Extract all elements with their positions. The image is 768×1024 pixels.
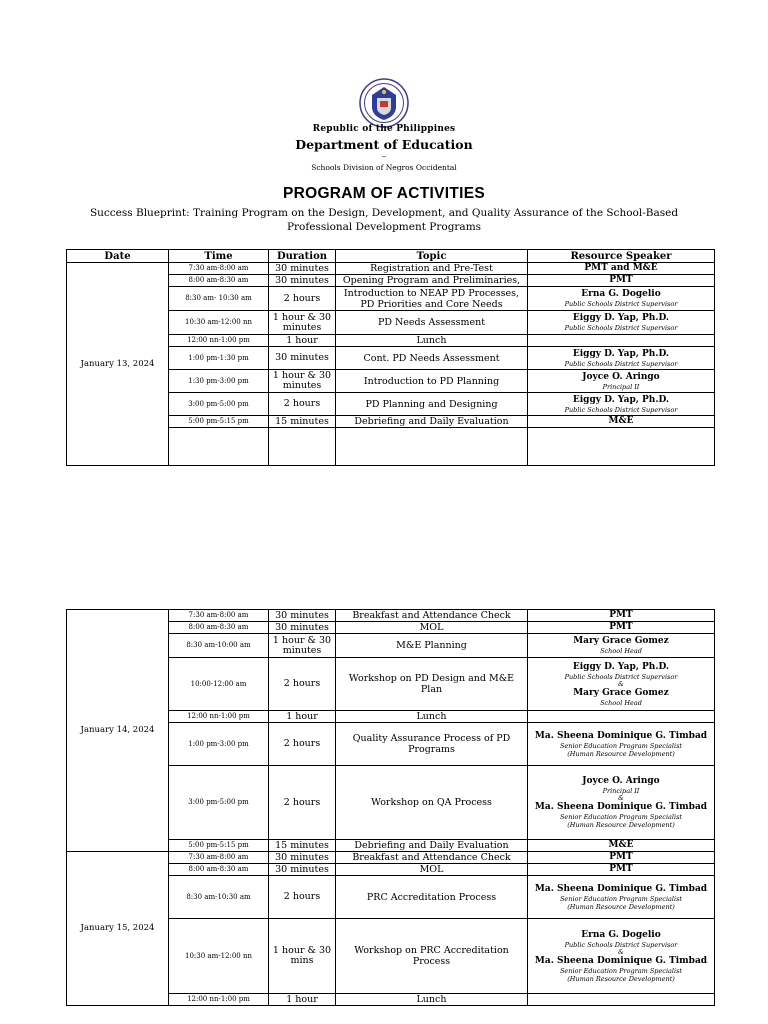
speaker-role: School Head <box>600 647 642 655</box>
duration-cell: 2 hours <box>269 876 336 919</box>
time-cell: 8:00 am-8:30 am <box>169 622 269 634</box>
empty-cell <box>269 428 336 466</box>
col-header-duration: Duration <box>269 250 336 263</box>
duration-cell: 15 minutes <box>269 840 336 852</box>
speaker-cell <box>528 347 715 370</box>
speaker-role: Senior Education Program Specialist <box>559 813 683 821</box>
topic-cell: Breakfast and Attendance Check <box>336 610 528 622</box>
time-cell: 8:30 am-10:30 am <box>169 876 269 919</box>
time-cell: 10:30 am-12:00 nn <box>169 311 269 335</box>
speaker-cell <box>528 876 715 919</box>
speaker-name: Ma. Sheena Dominique G. Timbad <box>534 955 708 966</box>
duration-cell: 1 hour & 30 minutes <box>269 370 336 393</box>
header-dash: – <box>382 152 386 161</box>
topic-cell: MOL <box>336 622 528 634</box>
speaker-name: Eiggy D. Yap, Ph.D. <box>572 313 670 323</box>
col-header-speaker: Resource Speaker <box>528 250 715 263</box>
duration-cell: 30 minutes <box>269 864 336 876</box>
speaker-name: Mary Grace Gomez <box>573 687 669 698</box>
duration-cell: 2 hours <box>269 723 336 766</box>
speaker-name: Joyce O. Aringo <box>582 371 660 382</box>
speaker-name: Eiggy D. Yap, Ph.D. <box>572 348 670 359</box>
speaker-cell <box>528 919 715 994</box>
speaker-role: (Human Resource Development) <box>567 821 675 829</box>
speaker-cell <box>528 335 715 347</box>
duration-cell: 1 hour <box>269 994 336 1006</box>
duration-cell: 30 minutes <box>269 263 336 275</box>
time-cell: 8:00 am-8:30 am <box>169 275 269 287</box>
duration-cell: 2 hours <box>269 658 336 711</box>
topic-cell: Cont. PD Needs Assessment <box>336 347 528 370</box>
table-row <box>67 263 715 275</box>
speaker-cell <box>528 610 715 622</box>
speaker-role: (Human Resource Development) <box>567 749 675 758</box>
duration-cell: 2 hours <box>269 766 336 840</box>
time-cell: 12:00 nn-1:00 pm <box>169 335 269 347</box>
topic-cell: Workshop on PRC Accreditation Process <box>336 919 528 994</box>
speaker-name: PMT <box>609 864 633 874</box>
speaker-name: PMT and M&E <box>584 263 658 273</box>
duration-cell: 1 hour <box>269 335 336 347</box>
speaker-role: Senior Education Program Specialist <box>559 894 683 903</box>
duration-cell: 30 minutes <box>269 852 336 864</box>
speaker-name: Mary Grace Gomez <box>573 636 669 646</box>
speaker-role: Senior Education Program Specialist <box>559 966 683 975</box>
topic-cell: Lunch <box>336 711 528 723</box>
duration-cell: 2 hours <box>269 287 336 311</box>
page-subtitle: Success Blueprint: Training Program on the Design, Development, and Quality Assurance of the School-Based Professional Development Programs <box>89 207 679 233</box>
time-cell: 1:00 pm-3:00 pm <box>169 723 269 766</box>
duration-cell: 1 hour & 30 minutes <box>269 311 336 335</box>
speaker-cell <box>528 658 715 711</box>
date-cell: January 13, 2024 <box>67 263 169 466</box>
speaker-role: Public Schools District Supervisor <box>564 324 678 332</box>
speaker-role: (Human Resource Development) <box>567 902 675 911</box>
topic-cell: Workshop on QA Process <box>336 766 528 840</box>
topic-cell: M&E Planning <box>336 634 528 658</box>
speaker-role: Public Schools District Supervisor <box>564 300 678 308</box>
col-header-topic: Topic <box>336 250 528 263</box>
speaker-role: Principal II <box>602 382 640 391</box>
speaker-role: School Head <box>600 698 642 707</box>
speaker-name: Eiggy D. Yap, Ph.D. <box>572 394 670 405</box>
empty-cell <box>528 428 715 466</box>
table-header-row <box>67 250 715 263</box>
speaker-cell <box>528 275 715 287</box>
speaker-cell <box>528 416 715 428</box>
speaker-role: Senior Education Program Specialist <box>559 741 683 750</box>
speaker-cell <box>528 994 715 1006</box>
speaker-cell <box>528 840 715 852</box>
deped-seal-logo <box>359 78 409 128</box>
topic-cell: Introduction to PD Planning <box>336 370 528 393</box>
department-text: Department of Education <box>295 137 473 152</box>
speaker-cell <box>528 263 715 275</box>
speaker-cell <box>528 622 715 634</box>
time-cell: 7:30 am-8:00 am <box>169 610 269 622</box>
schedule-table-day1 <box>66 249 715 466</box>
speaker-name: Joyce O. Aringo <box>582 776 660 786</box>
topic-cell: Registration and Pre-Test <box>336 263 528 275</box>
time-cell: 3:00 pm-5:00 pm <box>169 766 269 840</box>
topic-cell: MOL <box>336 864 528 876</box>
speaker-ampersand: & <box>618 679 624 688</box>
speaker-ampersand: & <box>618 947 624 956</box>
time-cell: 7:30 am-8:00 am <box>169 263 269 275</box>
time-cell: 5:00 pm-5:15 pm <box>169 840 269 852</box>
topic-cell: PD Needs Assessment <box>336 311 528 335</box>
table-row <box>67 852 715 864</box>
time-cell: 12:00 nn-1:00 pm <box>169 711 269 723</box>
speaker-cell <box>528 864 715 876</box>
speaker-name: Ma. Sheena Dominique G. Timbad <box>534 883 708 894</box>
topic-cell: Opening Program and Preliminaries, <box>336 275 528 287</box>
time-cell: 1:00 pm-1:30 pm <box>169 347 269 370</box>
topic-cell: PD Planning and Designing <box>336 393 528 416</box>
division-text: Schools Division of Negros Occidental <box>311 163 457 172</box>
duration-cell: 2 hours <box>269 393 336 416</box>
speaker-cell <box>528 711 715 723</box>
time-cell: 10:30 am-12:00 nn <box>169 919 269 994</box>
speaker-cell <box>528 766 715 840</box>
duration-cell: 15 minutes <box>269 416 336 428</box>
topic-cell: Lunch <box>336 994 528 1006</box>
topic-cell: Introduction to NEAP PD Processes, PD Priorities and Core Needs <box>336 287 528 311</box>
date-cell: January 14, 2024 <box>67 610 169 852</box>
speaker-name: M&E <box>608 840 634 850</box>
topic-cell: Breakfast and Attendance Check <box>336 852 528 864</box>
time-cell: 8:00 am-8:30 am <box>169 864 269 876</box>
speaker-cell <box>528 287 715 311</box>
time-cell: 7:30 am-8:00 am <box>169 852 269 864</box>
table-row <box>67 610 715 622</box>
duration-cell: 30 minutes <box>269 610 336 622</box>
speaker-name: Ma. Sheena Dominique G. Timbad <box>534 730 708 741</box>
topic-cell: Debriefing and Daily Evaluation <box>336 840 528 852</box>
speaker-ampersand: & <box>618 794 624 802</box>
speaker-name: Erna G. Dogelio <box>581 929 661 940</box>
topic-cell: Debriefing and Daily Evaluation <box>336 416 528 428</box>
topic-cell: PRC Accreditation Process <box>336 876 528 919</box>
speaker-cell <box>528 634 715 658</box>
topic-cell: Lunch <box>336 335 528 347</box>
speaker-cell <box>528 852 715 864</box>
time-cell: 8:30 am- 10:30 am <box>169 287 269 311</box>
duration-cell: 1 hour & 30 mins <box>269 919 336 994</box>
speaker-cell <box>528 393 715 416</box>
duration-cell: 30 minutes <box>269 275 336 287</box>
time-cell: 12:00 nn-1:00 pm <box>169 994 269 1006</box>
speaker-cell <box>528 723 715 766</box>
speaker-name: Ma. Sheena Dominique G. Timbad <box>534 802 708 812</box>
col-header-time: Time <box>169 250 269 263</box>
duration-cell: 30 minutes <box>269 622 336 634</box>
time-cell: 5:00 pm-5:15 pm <box>169 416 269 428</box>
speaker-name: PMT <box>609 852 633 862</box>
date-cell: January 15, 2024 <box>67 852 169 1006</box>
duration-cell: 30 minutes <box>269 347 336 370</box>
time-cell: 10:00-12:00 am <box>169 658 269 711</box>
col-header-date: Date <box>67 250 169 263</box>
speaker-cell <box>528 311 715 335</box>
time-cell: 3:00 pm-5:00 pm <box>169 393 269 416</box>
speaker-role: Public Schools District Supervisor <box>564 940 678 949</box>
time-cell: 1:30 pm-3:00 pm <box>169 370 269 393</box>
topic-cell: Quality Assurance Process of PD Programs <box>336 723 528 766</box>
speaker-role: (Human Resource Development) <box>567 974 675 983</box>
speaker-name: M&E <box>608 416 634 426</box>
time-cell: 8:30 am-10:00 am <box>169 634 269 658</box>
page-title: PROGRAM OF ACTIVITIES <box>282 185 486 202</box>
speaker-name: Eiggy D. Yap, Ph.D. <box>572 661 670 672</box>
republic-text: Republic of the Philippines <box>312 124 456 134</box>
speaker-role: Public Schools District Supervisor <box>564 405 678 414</box>
empty-cell <box>169 428 269 466</box>
speaker-name: PMT <box>609 622 633 632</box>
speaker-role: Public Schools District Supervisor <box>564 359 678 368</box>
speaker-cell <box>528 370 715 393</box>
speaker-name: PMT <box>609 275 633 285</box>
speaker-role: Principal II <box>602 787 640 795</box>
schedule-table-day2-3 <box>66 609 715 1006</box>
topic-cell: Workshop on PD Design and M&E Plan <box>336 658 528 711</box>
speaker-name: PMT <box>609 610 633 620</box>
duration-cell: 1 hour <box>269 711 336 723</box>
speaker-name: Erna G. Dogelio <box>581 289 661 299</box>
speaker-role: Public Schools District Supervisor <box>564 672 678 681</box>
duration-cell: 1 hour & 30 minutes <box>269 634 336 658</box>
empty-cell <box>336 428 528 466</box>
